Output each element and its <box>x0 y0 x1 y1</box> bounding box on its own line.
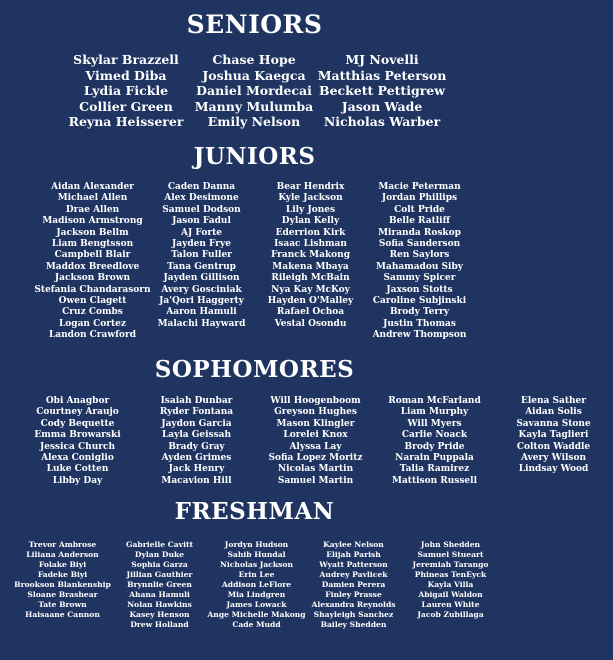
student-name: Avery Gosciniak <box>161 284 242 295</box>
student-name: Madison Armstrong <box>42 216 143 227</box>
student-name: John Shedden <box>420 540 481 549</box>
student-name: Emily Nelson <box>207 114 301 130</box>
seniors-column <box>318 52 446 130</box>
student-name: Miranda Roskop <box>378 227 461 238</box>
freshman-column <box>14 540 111 630</box>
student-name: Alex Desimone <box>164 193 239 204</box>
student-name: Jackson Brown <box>54 273 131 284</box>
student-name: Folake Biyi <box>38 560 87 569</box>
student-name: Brynnlie Green <box>127 580 192 589</box>
student-name: Mason Klingler <box>276 418 355 429</box>
student-name: Aidan Alexander <box>51 182 134 192</box>
student-name: Collier Green <box>79 98 173 114</box>
student-name: Ahana Hamuli <box>129 590 190 599</box>
juniors-column <box>365 182 474 342</box>
student-name: Jason Fadul <box>172 216 231 227</box>
student-name: Caroline Subjinski <box>372 296 467 307</box>
student-name: Tate Brown <box>38 600 87 609</box>
student-name: Kayla Taglieri <box>518 430 589 441</box>
student-name: Jackson Bellm <box>56 227 129 238</box>
freshman-column <box>305 540 402 630</box>
student-name: Brookson Blankenship <box>14 580 111 589</box>
student-name: Haisaane Cannon <box>25 610 100 619</box>
student-name: Macavion Hill <box>161 475 232 486</box>
student-name: Nicolas Martin <box>277 464 354 475</box>
student-name: Drae Allen <box>65 204 120 215</box>
juniors-column <box>256 182 365 342</box>
student-name: Kayla Villa <box>427 580 474 589</box>
student-name: Nicholas Jackson <box>219 560 294 569</box>
student-name: Nolan Hawkins <box>127 600 192 609</box>
student-name: Rileigh McBain <box>271 273 350 284</box>
student-name: Stefania Chandarasorn <box>34 284 151 295</box>
student-name: Ren Saylors <box>389 250 450 261</box>
student-name: Alexandra Reynolds <box>311 600 396 609</box>
student-name: Kyle Jackson <box>278 193 343 204</box>
student-name: Sammy Spicer <box>383 273 456 284</box>
student-name: Erin Lee <box>238 570 275 579</box>
student-name: Sloane Brashear <box>27 590 98 599</box>
student-name: Audrey Pavlicek <box>319 570 388 579</box>
student-name: Liliana Anderson <box>26 550 99 559</box>
student-name: Brady Gray <box>168 441 225 452</box>
sophomores-column <box>137 396 256 487</box>
student-name: Lindsay Wood <box>518 464 589 475</box>
student-name: Lorelei Knox <box>283 430 348 441</box>
student-name: Luke Cotten <box>46 464 109 475</box>
freshman-column <box>208 540 305 630</box>
student-name: Jason Wade <box>341 98 423 114</box>
student-name: Logan Cortez <box>58 318 127 329</box>
student-name: Rafael Ochoa <box>276 307 345 318</box>
student-name: Cruz Combs <box>62 307 123 318</box>
student-name: Courtney Araujo <box>36 407 119 418</box>
sophomores-column <box>256 396 375 487</box>
student-name: Bailey Shedden <box>320 620 387 629</box>
student-name: Vimed Diba <box>85 67 167 83</box>
student-name: Fadeke Biyi <box>37 570 88 579</box>
student-name: Reyna Heisserer <box>68 114 184 130</box>
student-name: Mia Lindgren <box>227 590 286 599</box>
student-name: Emma Browarski <box>34 430 121 441</box>
student-name: Sofia Sanderson <box>378 239 461 250</box>
student-name: Colt Pride <box>394 204 445 215</box>
sophomores-name-list <box>18 396 613 487</box>
sophomores-heading: SOPHOMORES <box>154 356 355 383</box>
student-name: Dylan Kelly <box>281 216 340 227</box>
student-name: Aidan Solis <box>525 407 582 418</box>
seniors-column <box>190 52 318 130</box>
student-name: Samuel Dodson <box>162 204 241 215</box>
student-name: Matthias Peterson <box>317 67 447 83</box>
student-name: Liam Bengtsson <box>51 239 134 250</box>
sophomores-column <box>375 396 494 487</box>
student-name: Jacob Zubillaga <box>417 610 484 619</box>
student-name: Isaiah Dunbar <box>160 396 233 406</box>
student-name: Owen Clagett <box>58 296 127 307</box>
student-name: Carlie Noack <box>401 430 468 441</box>
student-name: Skylar Brazzell <box>73 52 179 67</box>
student-name: Brody Pride <box>404 441 465 452</box>
student-name: Phineas TenEyck <box>414 570 487 579</box>
student-name: Roman McFarland <box>388 396 481 406</box>
student-name: Cody Bequette <box>40 418 115 429</box>
student-name: Aaron Hamuli <box>166 307 237 318</box>
student-name: Obi Anagbor <box>45 396 110 406</box>
student-name: Campbell Blair <box>54 250 131 261</box>
student-name: Samuel Martin <box>277 475 354 486</box>
freshman-name-list <box>14 540 499 630</box>
student-name: Abigail Waldon <box>418 590 483 599</box>
student-name: Isaac Lishman <box>274 239 347 250</box>
student-name: Belle Ratliff <box>389 216 450 227</box>
student-name: Sahib Hundal <box>227 550 286 559</box>
student-name: Sophia Garza <box>131 560 188 569</box>
student-name: Liam Murphy <box>400 407 469 418</box>
seniors-name-list <box>62 52 446 130</box>
freshman-heading: FRESHMAN <box>174 498 335 525</box>
student-name: Trevor Ambrose <box>28 540 97 549</box>
student-name: Vestal Osondu <box>274 318 347 329</box>
student-name: Elena Sather <box>520 396 586 406</box>
student-name: Lauren White <box>421 600 480 609</box>
student-name: Colton Waddle <box>516 441 591 452</box>
student-name: Addison LeFlore <box>221 580 292 589</box>
student-name: Ayden Grimes <box>161 453 232 464</box>
student-name: Avery Wilson <box>520 453 587 464</box>
student-name: Gabrielle Cavitt <box>126 540 193 549</box>
student-name: Savanna Stone <box>516 418 591 429</box>
student-name: Maddox Breedlove <box>45 261 140 272</box>
juniors-column <box>147 182 256 342</box>
student-name: Andrew Thompson <box>372 330 467 341</box>
student-name: Jessica Church <box>40 441 115 452</box>
sophomores-column <box>18 396 137 487</box>
juniors-column <box>34 182 151 342</box>
student-name: Ryder Fontana <box>159 407 234 418</box>
student-name: Alexa Coniglio <box>41 453 114 464</box>
student-name: Elijah Parish <box>326 550 381 559</box>
student-name: Greyson Hughes <box>274 407 357 418</box>
student-name: Ange Michelle Makong <box>207 610 306 619</box>
student-name: Tana Gentrup <box>167 261 236 272</box>
student-name: Jordyn Hudson <box>224 540 289 549</box>
student-name: Talia Ramirez <box>399 464 470 475</box>
student-name: Mattison Russell <box>392 475 477 486</box>
student-name: Jaydon Garcia <box>161 418 232 429</box>
student-name: Shayleigh Sanchez <box>313 610 394 619</box>
student-name: Talon Fuller <box>171 250 232 261</box>
student-name: Hayden O'Malley <box>267 296 354 307</box>
student-name: Jack Henry <box>168 464 225 475</box>
student-name: Chase Hope <box>212 52 296 67</box>
student-name: Bear Hendrix <box>276 182 345 192</box>
student-name: Makena Mbaya <box>272 261 349 272</box>
student-name: Alyssa Lay <box>289 441 342 452</box>
student-name: Cade Mudd <box>232 620 281 629</box>
student-name: Damien Perera <box>321 580 386 589</box>
student-name: Manny Mulumba <box>194 98 314 114</box>
student-name: Macie Peterman <box>378 182 461 192</box>
student-name: Layla Geissah <box>161 430 232 441</box>
student-name: Kaylee Nelson <box>323 540 384 549</box>
student-name: Finley Prasse <box>325 590 382 599</box>
student-name: Franck Makong <box>270 250 351 261</box>
student-name: Nicholas Warber <box>323 114 441 130</box>
sophomores-column <box>494 396 613 487</box>
student-name: Justin Thomas <box>383 318 456 329</box>
student-name: Jordan Phillips <box>381 193 458 204</box>
student-name: Mahamadou Siby <box>376 261 463 272</box>
student-name: Drew Holland <box>130 620 189 629</box>
student-name: Samuel Stueart <box>417 550 484 559</box>
freshman-column <box>402 540 499 630</box>
student-name: Brody Terry <box>389 307 450 318</box>
student-name: Jayden Frye <box>172 239 231 250</box>
student-name: Jillian Gauthier <box>126 570 193 579</box>
student-name: Lydia Fickle <box>83 83 169 99</box>
student-name: Lily Jones <box>285 204 336 215</box>
student-name: Jayden Gillison <box>163 273 240 284</box>
student-name: Jeremiah Tarango <box>412 560 489 569</box>
student-name: Ja'Qori Haggerty <box>159 296 244 307</box>
student-name: Daniel Mordecai <box>196 83 312 99</box>
student-name: Caden Danna <box>167 182 236 192</box>
student-name: Sofia Lopez Moritz <box>268 453 363 464</box>
juniors-name-list <box>34 182 474 342</box>
student-name: Malachi Hayward <box>157 318 246 329</box>
student-name: Narain Puppala <box>395 453 474 464</box>
student-name: MJ Novelli <box>345 52 419 67</box>
student-name: Dylan Duke <box>134 550 185 559</box>
student-name: Ederrion Kirk <box>275 227 346 238</box>
student-name: Jaxson Stotts <box>386 284 453 295</box>
student-name: Beckett Pettigrew <box>319 83 445 99</box>
student-name: Will Hoogenboom <box>270 396 361 406</box>
seniors-column <box>62 52 190 130</box>
student-name: Kasey Henson <box>129 610 190 619</box>
student-name: James Lowack <box>226 600 287 609</box>
juniors-heading: JUNIORS <box>193 143 316 170</box>
student-name: Wyatt Patterson <box>319 560 388 569</box>
seniors-heading: SENIORS <box>186 10 323 39</box>
student-name: Joshua Kaegca <box>202 67 306 83</box>
student-name: Michael Allen <box>57 193 128 204</box>
freshman-column <box>111 540 208 630</box>
student-name: Libby Day <box>52 475 103 486</box>
student-name: AJ Forte <box>181 227 222 238</box>
student-name: Landon Crawford <box>48 330 137 341</box>
student-name: Nya Kay McKoy <box>271 284 350 295</box>
student-name: Will Myers <box>407 418 462 429</box>
